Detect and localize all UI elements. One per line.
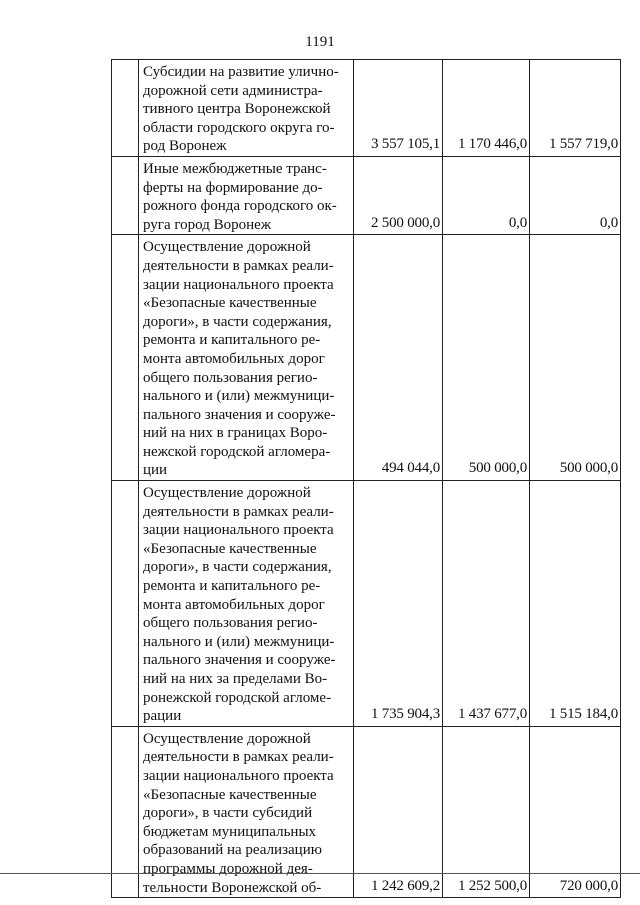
value-year-2-cell: 1 252 500,0: [443, 726, 530, 897]
description-line: зации национального проекта: [143, 767, 334, 784]
description-line: нального и (или) межмуници-: [143, 388, 335, 405]
budget-table: [111, 59, 621, 898]
row-number-cell: [112, 726, 139, 897]
description-line: Иные межбюджетные транс-: [143, 160, 327, 177]
description-line: общего пользования регио-: [143, 615, 318, 632]
description-line: монта автомобильных дорог: [143, 596, 325, 613]
value-year-1-cell: 1 242 609,2: [354, 726, 443, 897]
value-year-1-cell: 3 557 105,1: [354, 60, 443, 157]
description-line: ний на них в границах Воро-: [143, 425, 328, 442]
description-line: монта автомобильных дорог: [143, 350, 325, 367]
description-line: области городского округа го-: [143, 119, 335, 136]
description-line: общего пользования регио-: [143, 369, 318, 386]
description-line: ремонта и капитального ре-: [143, 578, 321, 595]
description-line: нального и (или) межмуници-: [143, 633, 335, 650]
description-line: ронежской городской агломе-: [143, 689, 332, 706]
description-line: тивного центра Воронежской: [143, 101, 331, 118]
table-row: [112, 60, 621, 157]
page-number: 1191: [305, 34, 335, 50]
description-line: ферты на формирование до-: [143, 179, 323, 196]
description-line: Осуществление дорожной: [143, 239, 311, 256]
description-line: пального значения и сооруже-: [143, 652, 336, 669]
description-line: «Безопасные качественные: [143, 786, 317, 803]
value-year-3-cell: 1 515 184,0: [530, 481, 621, 727]
value-year-3-cell: 500 000,0: [530, 235, 621, 481]
row-number-cell: [112, 156, 139, 234]
row-number-cell: [112, 60, 139, 157]
description-line: дороги», в части содержания,: [143, 559, 332, 576]
table-row: [112, 726, 621, 897]
value-year-2-cell: 1 437 677,0: [443, 481, 530, 727]
value-year-3-cell: 1 557 719,0: [530, 60, 621, 157]
row-description-cell: [139, 481, 354, 727]
value-year-2-cell: 500 000,0: [443, 235, 530, 481]
description-line: дорожной сети администра-: [143, 82, 323, 99]
description-line: «Безопасные качественные: [143, 540, 317, 557]
table-row: [112, 481, 621, 727]
description-line: Субсидии на развитие улично-: [143, 64, 339, 80]
description-line: бюджетам муниципальных: [143, 823, 317, 840]
row-description-cell: [139, 156, 354, 234]
description-line: ции: [143, 462, 168, 479]
description-line: тельности Воронежской об-: [143, 879, 322, 896]
value-year-2-cell: 0,0: [443, 156, 530, 234]
value-year-3-cell: 720 000,0: [530, 726, 621, 897]
description-line: ний на них за пределами Во-: [143, 671, 328, 687]
description-line: программы дорожной дея-: [143, 860, 313, 877]
description-line: деятельности в рамках реали-: [143, 749, 334, 766]
description-line: «Безопасные качественные: [143, 295, 317, 312]
value-year-2-cell: 1 170 446,0: [443, 60, 530, 157]
budget-table-body: [112, 60, 621, 898]
description-line: Осуществление дорожной: [143, 730, 311, 747]
description-line: Осуществление дорожной: [143, 485, 311, 502]
table-row: [112, 156, 621, 234]
page-bottom-rule: [0, 873, 640, 874]
description-line: деятельности в рамках реали-: [143, 257, 334, 274]
description-line: рации: [143, 708, 182, 725]
description-line: руга город Воронеж: [143, 216, 272, 233]
table-row: [112, 235, 621, 481]
row-description-cell: [139, 60, 354, 157]
value-year-1-cell: 494 044,0: [354, 235, 443, 481]
value-year-3-cell: 0,0: [530, 156, 621, 234]
description-line: рожного фонда городского ок-: [143, 198, 337, 215]
description-line: род Воронеж: [143, 138, 227, 155]
description-line: зации национального проекта: [143, 276, 334, 293]
row-number-cell: [112, 235, 139, 481]
value-year-1-cell: 1 735 904,3: [354, 481, 443, 727]
row-description-cell: [139, 726, 354, 897]
description-line: нежской городской агломера-: [143, 443, 331, 460]
row-number-cell: [112, 481, 139, 727]
row-description-cell: [139, 235, 354, 481]
description-line: образований на реализацию: [143, 842, 322, 859]
description-line: пального значения и сооруже-: [143, 406, 336, 423]
description-line: дороги», в части субсидий: [143, 805, 313, 822]
description-line: зации национального проекта: [143, 522, 334, 539]
description-line: дороги», в части содержания,: [143, 313, 332, 330]
description-line: ремонта и капитального ре-: [143, 332, 321, 349]
value-year-1-cell: 2 500 000,0: [354, 156, 443, 234]
description-line: деятельности в рамках реали-: [143, 503, 334, 520]
